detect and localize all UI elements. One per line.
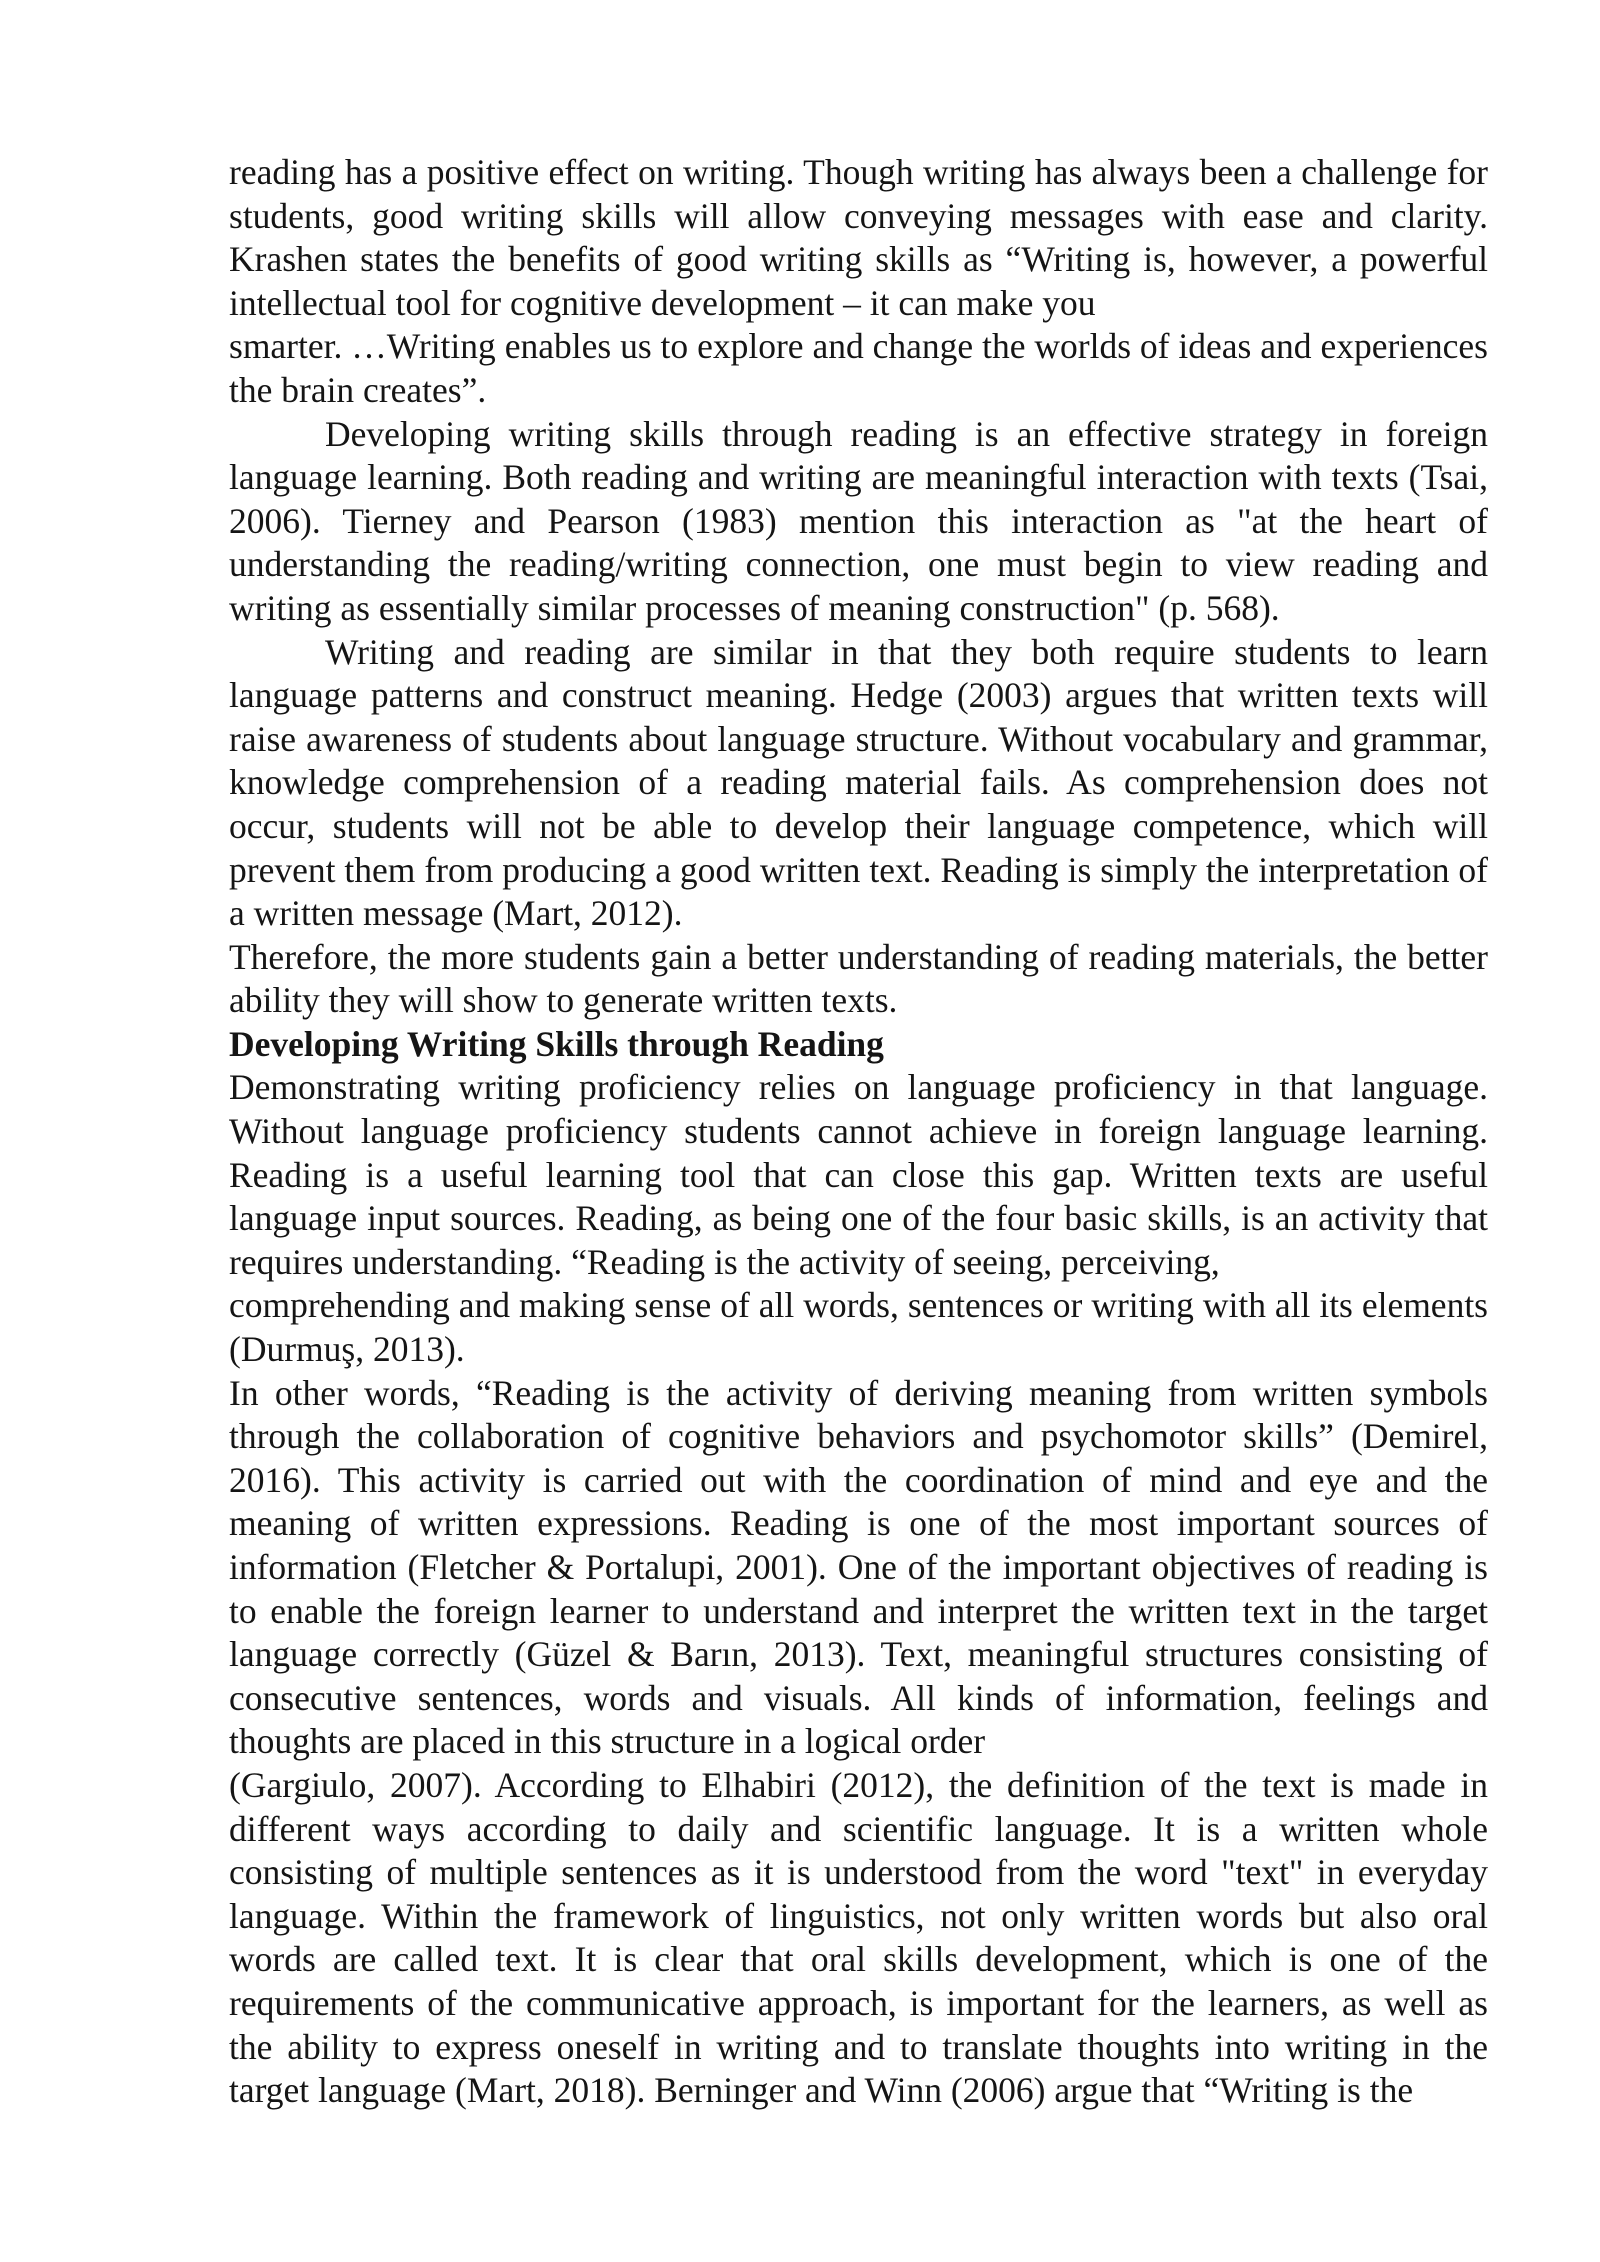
document-body xyxy=(229,151,1488,2113)
paragraph-in-other-words-part-1: In other words, “Reading is the activity of deriving meaning from written symbols through the collaboration of cognitive behaviors and psychomotor skills” (Demirel, 2016). This activity is carried out with the coordination of mind and eye and the meaning of written expressions. Reading is one of the most important sources of information (Fletcher & Portalupi, 2001). One of the important objectives of reading is to enable the foreign learner to understand and interpret the written text in the target language correctly (Güzel & Barın, 2013). Text, meaningful structures consisting of consecutive sentences, words and visuals. All kinds of information, feelings and thoughts are placed in this structure in a logical order xyxy=(229,1372,1488,1762)
paragraph-demonstrating-part-1: Demonstrating writing proficiency relies on language proficiency in that language. Without language proficiency students cannot achieve in foreign language learning. Reading is a useful learning tool that can close this gap. Written texts are useful language input sources. Reading, as being one of the four basic skills, is an activity that requires understanding. “Reading is the activity of seeing, perceiving, xyxy=(229,1067,1488,1282)
paragraph-reading-effect-part-2: smarter. …Writing enables us to explore and change the worlds of ideas and experiences the brain creates”. xyxy=(229,326,1488,410)
paragraph-reading-effect-part-1: reading has a positive effect on writing. Though writing has always been a challenge for students, good writing skills will allow conveying messages with ease and clarity. Krashen states the benefits of good writing skills as “Writing is, however, a powerful intellectual tool for cognitive development – it can make you xyxy=(229,152,1488,323)
paragraph-therefore: Therefore, the more students gain a better understanding of reading materials, the better ability they will show to generate written texts. xyxy=(229,936,1488,1021)
paragraph-developing-writing: Developing writing skills through reading is an effective strategy in foreign language learning. Both reading and writing are meaningful interaction with texts (Tsai, 2006). Tierney and Pearson (1983) mention this interaction as "at the heart of understanding the reading/writing connection, one must begin to view reading and writing as essentially similar processes of meaning construction" (p. 568). xyxy=(229,413,1488,628)
paragraph-demonstrating-part-2: comprehending and making sense of all words, sentences or writing with all its elements (Durmuş, 2013). xyxy=(229,1285,1488,1370)
paragraph-writing-reading-similar: Writing and reading are similar in that they both require students to learn language patterns and construct meaning. Hedge (2003) argues that written texts will raise awareness of students about language structure. Without vocabulary and grammar, knowledge comprehension of a reading material fails. As comprehension does not occur, students will not be able to develop their language competence, which will prevent them from producing a good written text. Reading is simply the interpretation of a written message (Mart, 2012). xyxy=(229,631,1488,934)
paragraph-in-other-words-part-2: (Gargiulo, 2007). According to Elhabiri (2012), the definition of the text is made in different ways according to daily and scientific language. It is a written whole consisting of multiple sentences as it is understood from the word "text" in everyday language. Within the framework of linguistics, not only written words but also oral words are called text. It is clear that oral skills development, which is one of the requirements of the communicative approach, is important for the learners, as well as the ability to express oneself in writing and to translate thoughts into writing in the target language (Mart, 2018). Berninger and Winn (2006) argue that “Writing is the xyxy=(229,1764,1488,2111)
section-heading: Developing Writing Skills through Reading xyxy=(229,1023,884,1064)
